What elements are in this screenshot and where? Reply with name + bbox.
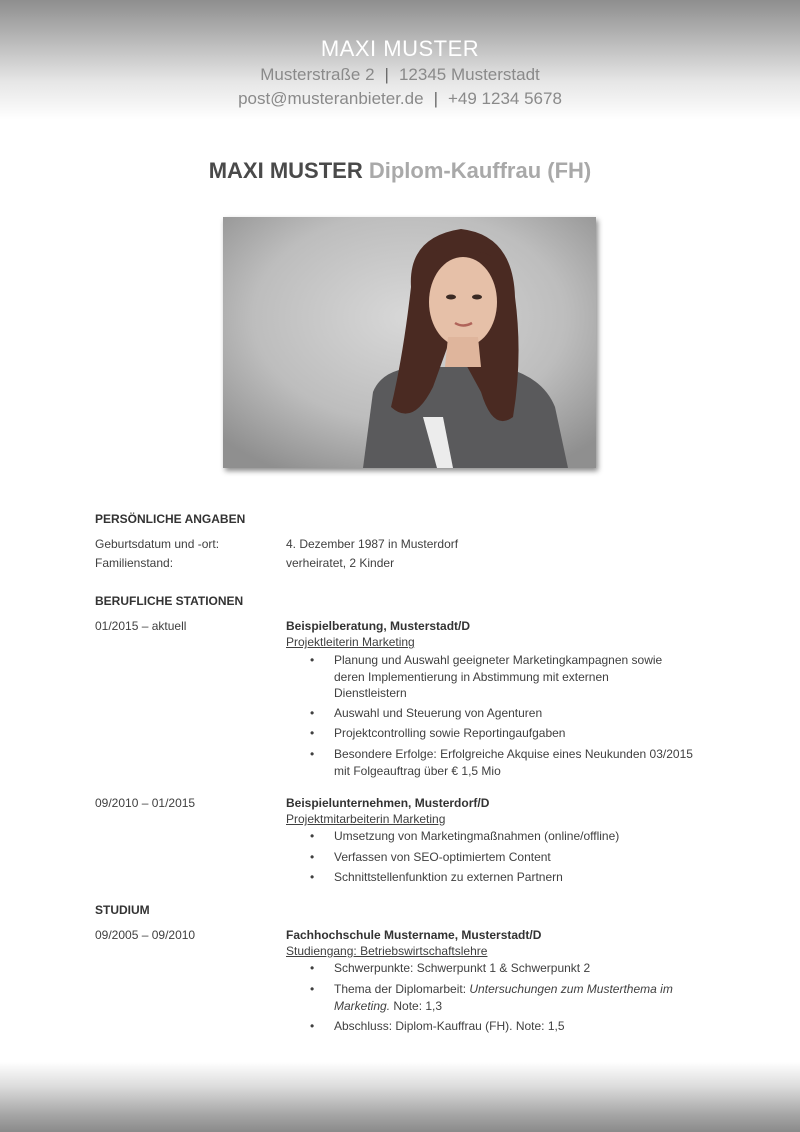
bullet-text: Projektcontrolling sowie Reportingaufgaben [334, 726, 566, 740]
bullet-text: Umsetzung von Marketingmaßnahmen (online/offline) [334, 829, 620, 843]
header-contact [0, 89, 800, 109]
job-company: Beispielberatung, Musterstadt/D [286, 619, 471, 633]
job-period: 01/2015 – aktuell [95, 619, 187, 633]
bullet-icon: • [310, 850, 315, 864]
header-name: MAXI MUSTER [320, 36, 480, 61]
bullet-text: Schnittstellenfunktion zu externen Partnern [334, 870, 563, 884]
bullet-icon: • [310, 870, 315, 884]
birth-label: Geburtsdatum und -ort: [95, 537, 220, 551]
bullet-text: Schwerpunkte: Schwerpunkt 1 & Schwerpunkt 2 [334, 961, 591, 975]
bullet-icon: • [310, 1019, 315, 1033]
page-title [0, 158, 800, 184]
bullet-icon: • [310, 961, 315, 975]
bullet-text: Besondere Erfolge: Erfolgreiche Akquise eines Neukunden 03/2015 [334, 747, 693, 761]
bullet-icon: • [310, 706, 315, 720]
header-address [0, 65, 800, 85]
title-name: MAXI MUSTER [208, 158, 363, 183]
study-school: Fachhochschule Mustername, Musterstadt/D [286, 928, 542, 942]
bullet-text: Planung und Auswahl geeigneter Marketingkampagnen sowie [334, 653, 663, 667]
section-heading-career: BERUFLICHE STATIONEN [95, 594, 244, 608]
bullet-text: deren Implementierung in Abstimmung mit externen [334, 669, 609, 684]
family-value: verheiratet, 2 Kinder [286, 556, 395, 570]
title-role: Diplom-Kauffrau (FH) [368, 158, 592, 183]
portrait-illustration [223, 217, 596, 468]
job-role: Projektmitarbeiterin Marketing [286, 812, 446, 826]
section-heading-personal: PERSÖNLICHE ANGABEN [95, 512, 246, 526]
job-period: 09/2010 – 01/2015 [95, 796, 196, 810]
page-header [0, 0, 800, 120]
thesis-grade: Note: 1,3 [390, 998, 443, 1013]
birth-value: 4. Dezember 1987 in Musterdorf [286, 537, 459, 551]
bullet-text: Abschluss: Diplom-Kauffrau (FH). Note: 1,5 [334, 1019, 565, 1033]
page-footer [0, 1062, 800, 1132]
study-period: 09/2005 – 09/2010 [95, 928, 196, 942]
bullet-text: Verfassen von SEO-optimiertem Content [334, 850, 551, 864]
thesis-title: Untersuchungen zum Musterthema im [469, 982, 673, 996]
job-company: Beispielunternehmen, Musterdorf/D [286, 796, 490, 810]
bullet-icon: • [310, 829, 315, 843]
bullet-icon: • [310, 747, 315, 761]
header-separator: | [384, 65, 389, 84]
header-phone: +49 1234 5678 [447, 89, 562, 108]
thesis-title-cont: Marketing. [334, 998, 391, 1013]
bullet-text: mit Folgeauftrag über € 1,5 Mio [334, 763, 501, 778]
family-label: Familienstand: [95, 556, 174, 570]
bullet-icon: • [310, 726, 315, 740]
header-street: Musterstraße 2 [260, 65, 375, 84]
profile-photo [223, 217, 596, 468]
thesis-prefix: Thema der Diplomarbeit: [334, 982, 470, 996]
header-city: 12345 Musterstadt [398, 65, 540, 84]
bullet-icon: • [310, 653, 315, 667]
job-role: Projektleiterin Marketing [286, 635, 415, 649]
bullet-text: Dienstleistern [334, 686, 407, 700]
section-heading-study: STUDIUM [95, 903, 150, 917]
header-separator: | [433, 89, 438, 108]
bullet-icon: • [310, 982, 315, 996]
header-email[interactable]: post@musteranbieter.de [238, 89, 424, 108]
bullet-text: Auswahl und Steuerung von Agenturen [334, 706, 543, 720]
study-program: Studiengang: Betriebswirtschaftslehre [286, 944, 488, 958]
